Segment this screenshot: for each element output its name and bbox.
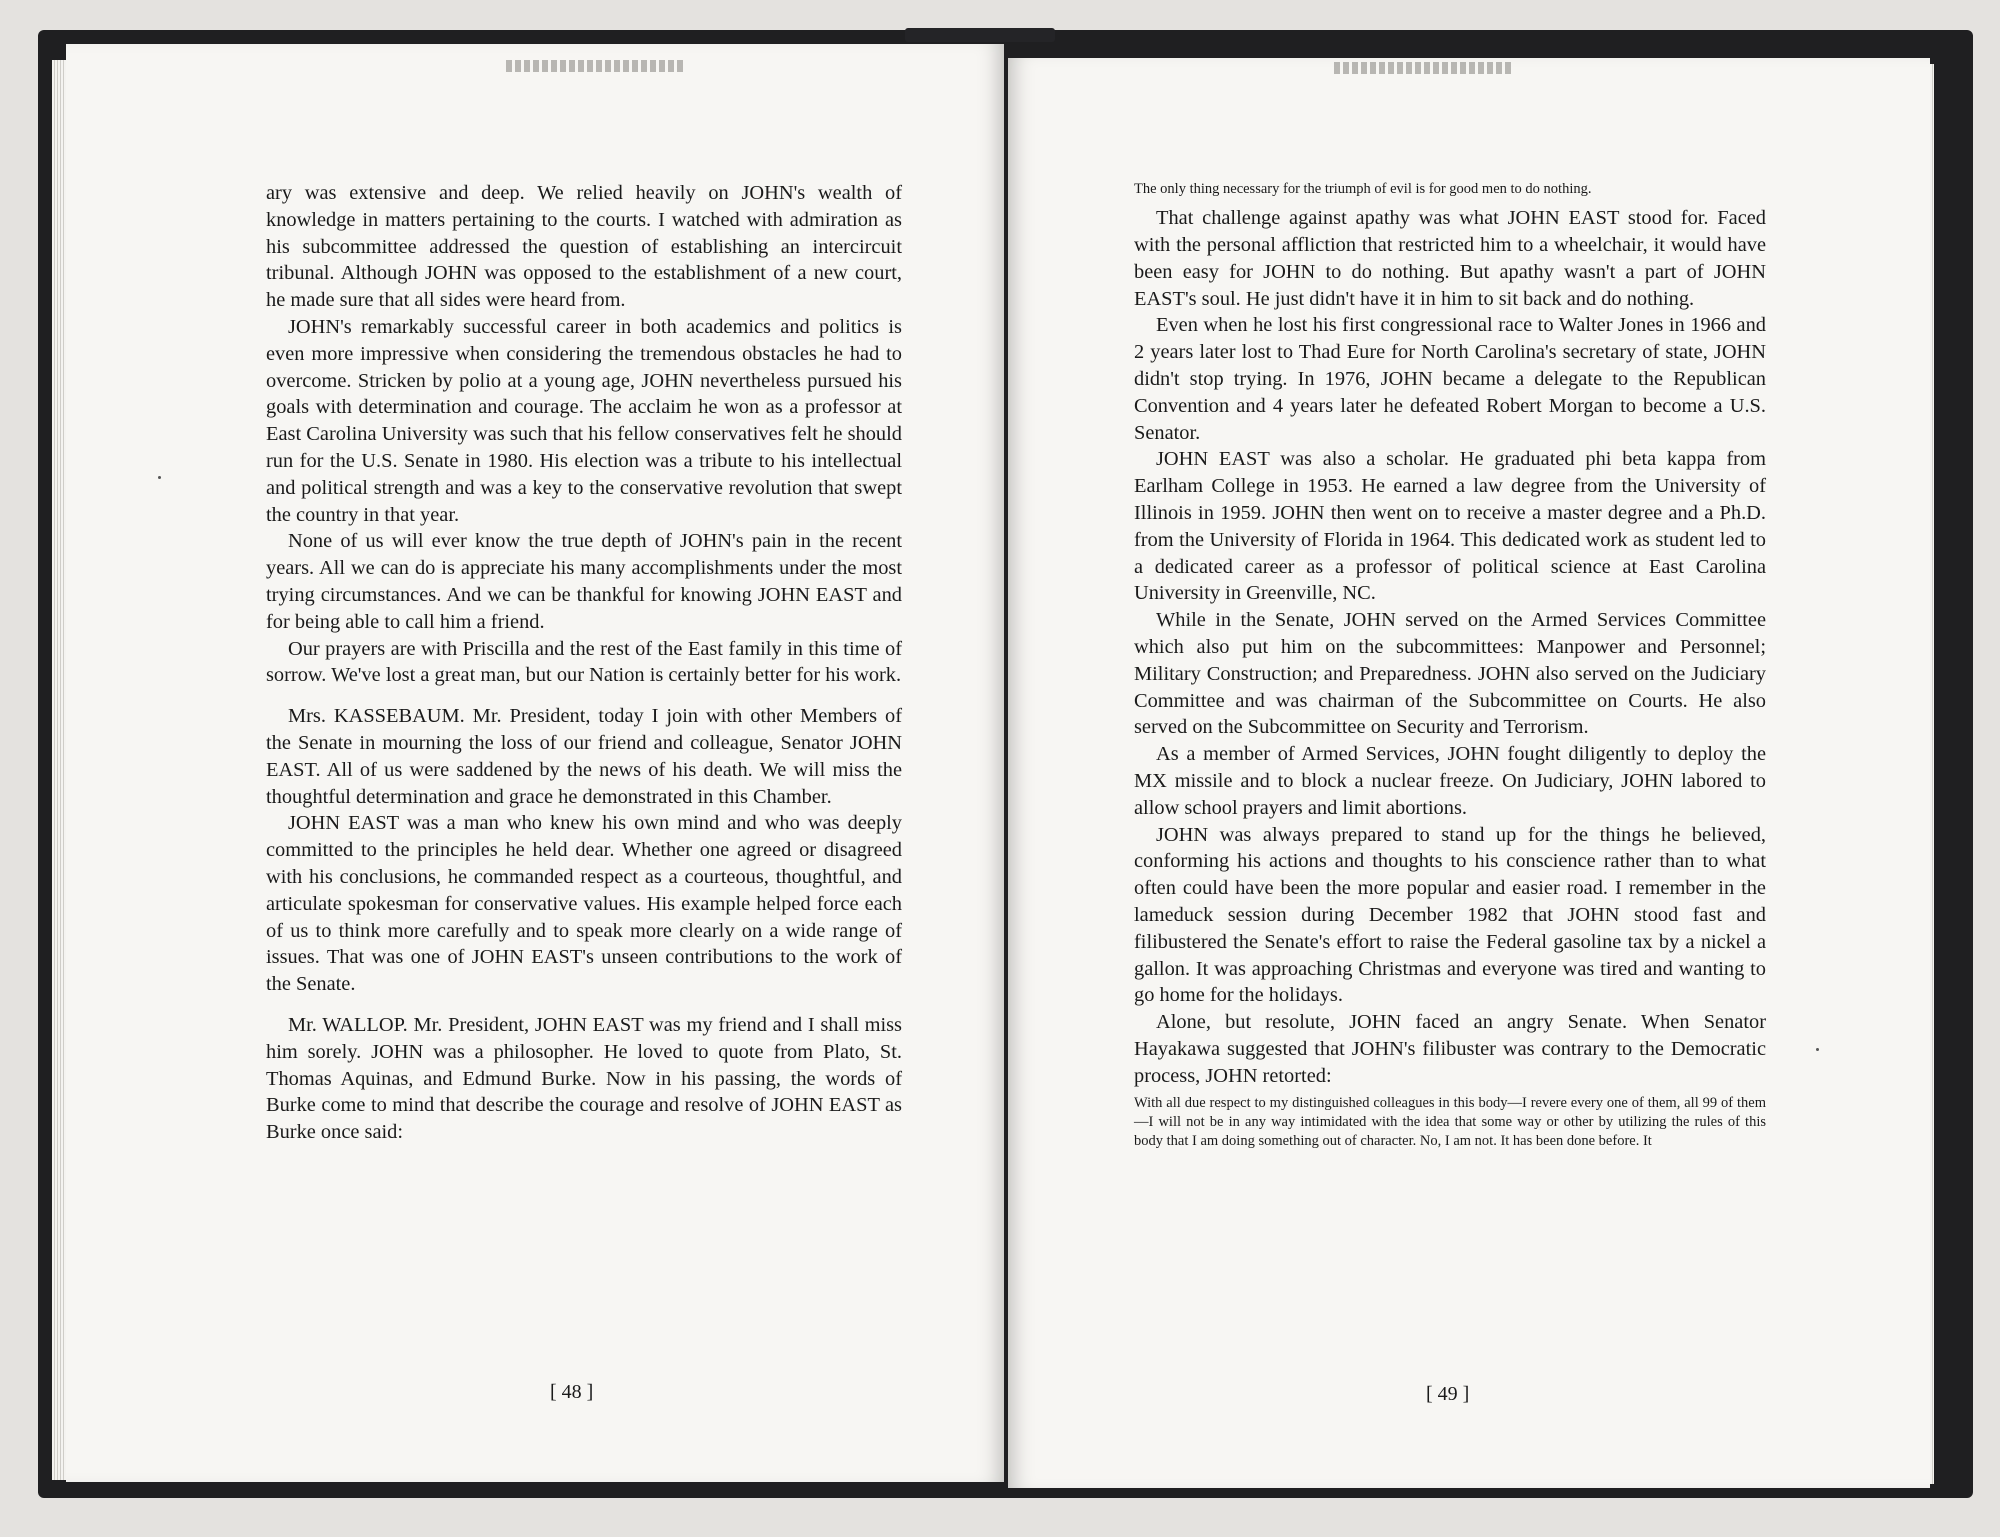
- paragraph: Alone, but resolute, JOHN faced an angry Senate. When Senator Hayakawa suggested that JOHN's filibuster was contrary to the Democratic process, JOHN retorted:: [1134, 1011, 1766, 1087]
- page-number: [ 49 ]: [1426, 1383, 1470, 1405]
- running-head-bleed: [506, 60, 686, 72]
- paragraph: None of us will ever know the true depth of JOHN's pain in the recent years. All we can do is appreciate his many accomplishments under the most trying circumstances. And we can be thankful for knowing JOHN EAST and for being able to call him a friend.: [266, 530, 902, 633]
- print-speck: [158, 476, 161, 479]
- paragraph: Mrs. KASSEBAUM. Mr. President, today I join with other Members of the Senate in mourning the loss of our friend and colleague, Senator JOHN EAST. All of us were saddened by the news of his death. We will miss the thoughtful determination and grace he demonstrated in this Chamber.: [266, 705, 902, 808]
- block-quote: The only thing necessary for the triumph of evil is for good men to do nothing.: [1134, 181, 1592, 197]
- paragraph: Our prayers are with Priscilla and the rest of the East family in this time of sorrow. We've lost a great man, but our Nation is certainly better for his work.: [266, 637, 902, 687]
- page-number: [ 48 ]: [550, 1381, 594, 1403]
- paragraph: Mr. WALLOP. Mr. President, JOHN EAST was my friend and I shall miss him sorely. JOHN was a philosopher. He loved to quote from Plato, St. Thomas Aquinas, and Edmund Burke. Now in his passing, the words of Burke come to mind that describe the courage and resolve of JOHN EAST as Burke once said:: [266, 1013, 902, 1144]
- right-page-body: [1134, 180, 1766, 1157]
- paragraph: That challenge against apathy was what JOHN EAST stood for. Faced with the personal affliction that restricted him to a wheelchair, it would have been easy for JOHN to do nothing. But apathy wasn't a part of JOHN EAST's soul. He just didn't have it in him to sit back and do nothing.: [1134, 207, 1766, 310]
- paragraph: As a member of Armed Services, JOHN fought diligently to deploy the MX missile and to block a nuclear freeze. On Judiciary, JOHN labored to allow school prayers and limit abortions.: [1134, 743, 1766, 819]
- running-head-bleed: [1334, 62, 1514, 74]
- paragraph: JOHN's remarkably successful career in both academics and politics is even more impressive when considering the tremendous obstacles he had to overcome. Stricken by polio at a young age, JOHN nevertheless pursued his goals with determination and courage. The acclaim he won as a professor at East Carolina University was such that his fellow conservatives felt he should run for the U.S. Senate in 1980. His election was a tribute to his intellectual and political strength and was a key to the conservative revolution that swept the country in that year.: [266, 315, 902, 526]
- block-quote: With all due respect to my distinguished colleagues in this body—I revere every one of them, all 99 of them—I will not be in any way intimidated with the idea that some way or other by utilizing the rules of this body that I am doing something out of character. No, I am not. It has been done before. It: [1134, 1094, 1766, 1149]
- left-page-body: [266, 180, 902, 1146]
- book-spine-top: [905, 28, 1055, 42]
- paragraph: Even when he lost his first congressional race to Walter Jones in 1966 and 2 years later lost to Thad Eure for North Carolina's secretary of state, JOHN didn't stop trying. In 1976, JOHN became a delegate to the Republican Convention and 4 years later he defeated Robert Morgan to become a U.S. Senator.: [1134, 314, 1766, 444]
- print-speck: [1816, 1048, 1819, 1051]
- paragraph: JOHN was always prepared to stand up for the things he believed, conforming his actions and thoughts to his conscience rather than to what often could have been the more popular and easier road. I remember in the lameduck session during December 1982 that JOHN stood fast and filibustered the Senate's effort to raise the Federal gasoline tax by a nickel a gallon. It was approaching Christmas and everyone was tired and wanting to go home for the holidays.: [1134, 823, 1766, 1007]
- paragraph: JOHN EAST was also a scholar. He graduated phi beta kappa from Earlham College in 1953. He earned a law degree from the University of Illinois in 1959. JOHN then went on to receive a master degree and a Ph.D. from the University of Florida in 1964. This dedicated work as student led to a dedicated career as a professor of political science at East Carolina University in Greenville, NC.: [1134, 448, 1766, 605]
- right-page: [1008, 58, 1930, 1488]
- paragraph: While in the Senate, JOHN served on the Armed Services Committee which also put him on the subcommittees: Manpower and Personnel; Military Construction; and Preparedness. JOHN also served on the Judiciary Committee and was chairman of the Subcommittee on Courts. He also served on the Subcommittee on Security and Terrorism.: [1134, 609, 1766, 739]
- paragraph: JOHN EAST was a man who knew his own mind and who was deeply committed to the principles he held dear. Whether one agreed or disagreed with his conclusions, he commanded respect as a courteous, thoughtful, and articulate spokesman for conservative values. His example helped force each of us to think more carefully and to speak more clearly on a wide range of issues. That was one of JOHN EAST's unseen contributions to the work of the Senate.: [266, 812, 902, 996]
- left-page: [66, 44, 1004, 1482]
- paragraph: ary was extensive and deep. We relied heavily on JOHN's wealth of knowledge in matters pertaining to the courts. I watched with admiration as his subcommittee addressed the question of establishing an intercircuit tribunal. Although JOHN was opposed to the establishment of a new court, he made sure that all sides were heard from.: [266, 182, 902, 312]
